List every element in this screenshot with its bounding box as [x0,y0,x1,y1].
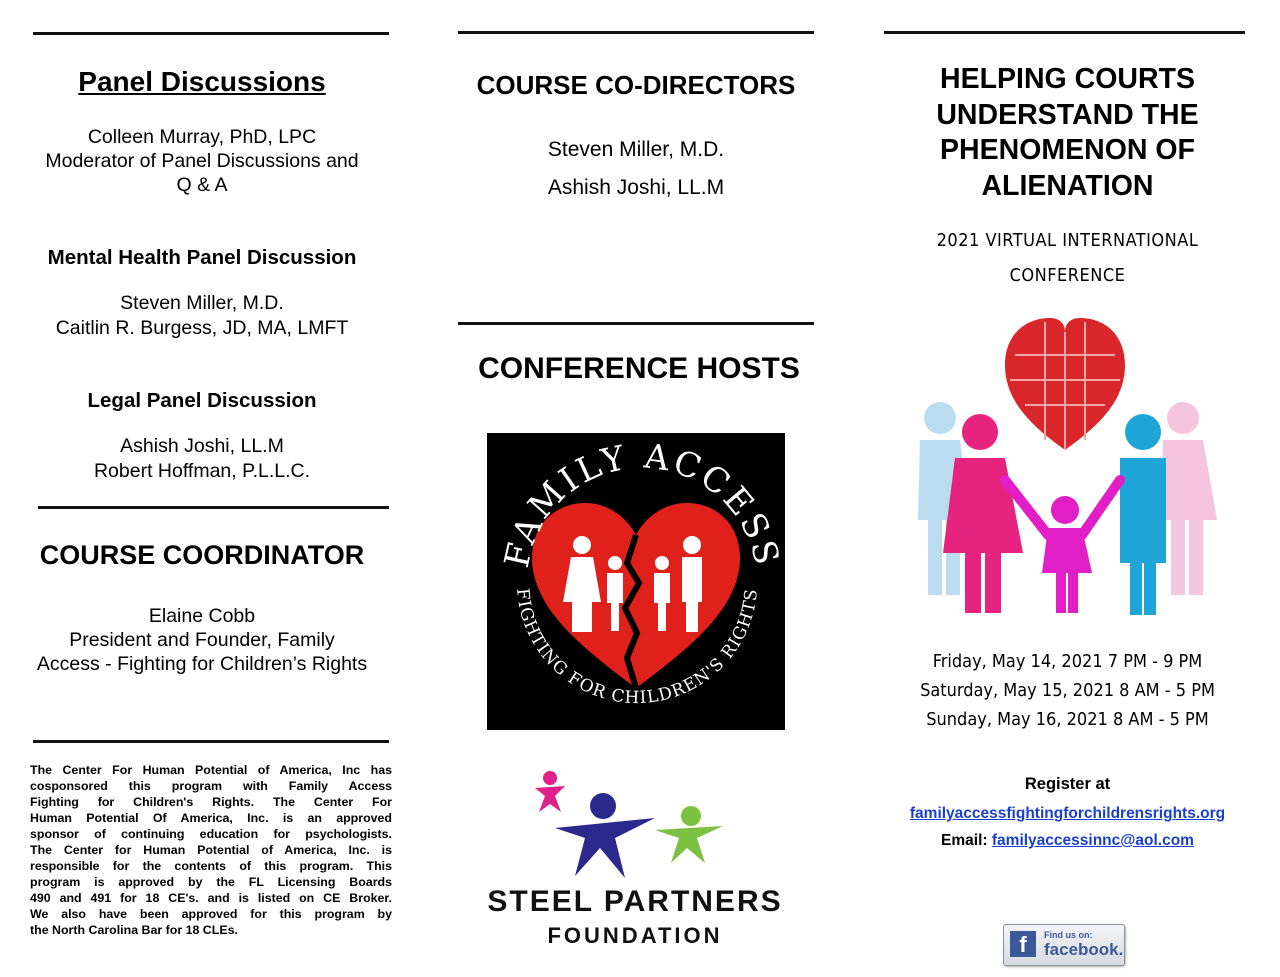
email-link[interactable]: familyaccessinnc@aol.com [991,832,1194,849]
disclaimer-line: sponsor of continuing education for psychologists. [30,827,392,841]
legal-panel-heading: Legal Panel Discussion [87,389,317,412]
disclaimer-line: cosponsored this program with Family Access [30,779,392,793]
mental-health-heading: Mental Health Panel Discussion [47,246,357,269]
disclaimer-line: The Center for Human Potential of America, Inc. is [30,843,392,857]
disclaimer-line: 490 and 491 for 18 CE's. and is listed on CE Broker. [30,891,392,905]
course-codirectors-heading: COURSE CO-DIRECTORS [476,70,796,100]
title-line: UNDERSTAND THE [936,98,1199,131]
register-label: Register at [1024,775,1111,793]
date-line: Sunday, May 16, 2021 8 AM - 5 PM [926,709,1209,730]
mental-health-names [20,291,384,341]
title-line: HELPING COURTS [940,63,1195,95]
conference-hosts-heading: CONFERENCE HOSTS [478,352,800,385]
facebook-find-us: Find us on: [1044,930,1093,940]
green-star-figure [655,806,723,863]
disclaimer-line: We also have been approved for this program by [30,907,392,921]
moderator-block [20,125,384,197]
email-label: Email: [941,832,988,849]
facebook-icon: f [1010,931,1036,957]
steel-partners-name: STEEL PARTNERS [487,885,783,918]
moderator-line: Moderator of Panel Discussions and [45,150,359,172]
col2-top-rule [458,31,814,34]
panelist-name: Robert Hoffman, P.L.L.C. [93,460,311,482]
register-link-wrap [890,805,1245,823]
family-access-logo [487,433,785,730]
steel-partners-stars [465,768,805,878]
disclaimer-line: program is approved by the FL Licensing Boards [30,875,392,889]
email-row [890,832,1245,850]
family-heart-illustration [905,310,1225,615]
child-arm-right [1082,480,1120,535]
course-coordinator-heading: COURSE COORDINATOR [39,540,365,570]
father-figure [1120,414,1166,615]
subtitle-line: 2021 VIRTUAL INTERNATIONAL [936,230,1199,251]
codirectors-list [450,131,822,207]
col1-bottom-rule [33,740,389,743]
disclaimer-line: Human Potential Of America, Inc. is an approved [30,811,392,825]
disclaimer-line: Fighting for Children's Rights. The Center For [30,795,392,809]
accreditation-disclaimer [30,762,392,938]
legal-panel-names [20,434,384,484]
blue-star-figure [555,793,655,878]
steel-partners-foundation: FOUNDATION [547,923,723,948]
moderator-line: Colleen Murray, PhD, LPC [87,126,317,148]
codirector-name: Ashish Joshi, LL.M [547,176,725,199]
disclaimer-line: The Center For Human Potential of America, Inc has [30,763,392,777]
panelist-name: Steven Miller, M.D. [120,292,284,314]
col1-mid-rule [38,506,389,509]
codirector-name: Steven Miller, M.D. [547,138,725,161]
col3-top-rule [884,31,1245,34]
subtitle-line: CONFERENCE [1009,265,1126,286]
logo-arc-top-text: FAMILY ACCESS [496,436,785,572]
panelist-name: Ashish Joshi, LL.M [120,435,284,457]
facebook-wordmark: facebook. [1044,940,1124,959]
coordinator-line: Access - Fighting for Children’s Rights [36,653,368,675]
child-figure [1042,496,1092,613]
family-illustration-svg [905,310,1225,615]
coordinator-line: Elaine Cobb [148,605,256,627]
date-line: Saturday, May 15, 2021 8 AM - 5 PM [920,680,1215,701]
col1-top-rule [33,32,389,35]
disclaimer-line: responsible for the contents of this program. This [30,859,392,873]
moderator-line: Q & A [176,174,228,196]
coordinator-line: President and Founder, Family [69,629,335,651]
panel-discussions-heading: Panel Discussions [78,66,326,97]
family-access-emblem [487,433,785,730]
conference-dates [890,647,1245,734]
panelist-name: Caitlin R. Burgess, JD, MA, LMFT [55,317,349,339]
facebook-badge[interactable] [1003,924,1125,966]
conference-subtitle [890,223,1245,293]
col2-mid-rule [458,322,814,325]
steel-partners-logo [465,768,805,953]
light-pink-figure [1161,402,1217,595]
disclaimer-line: the North Carolina Bar for 18 CLEs. [30,923,238,937]
register-link[interactable]: familyaccessfightingforchildrensrights.org [909,805,1226,822]
logo-arc-bottom-text: FIGHTING FOR CHILDREN'S RIGHTS [511,587,762,709]
date-line: Friday, May 14, 2021 7 PM - 9 PM [932,651,1203,672]
conference-title [890,62,1245,204]
title-line: ALIENATION [981,169,1154,202]
coordinator-block [20,604,384,676]
pink-star-figure [535,771,565,812]
title-line: PHENOMENON OF [940,134,1195,166]
